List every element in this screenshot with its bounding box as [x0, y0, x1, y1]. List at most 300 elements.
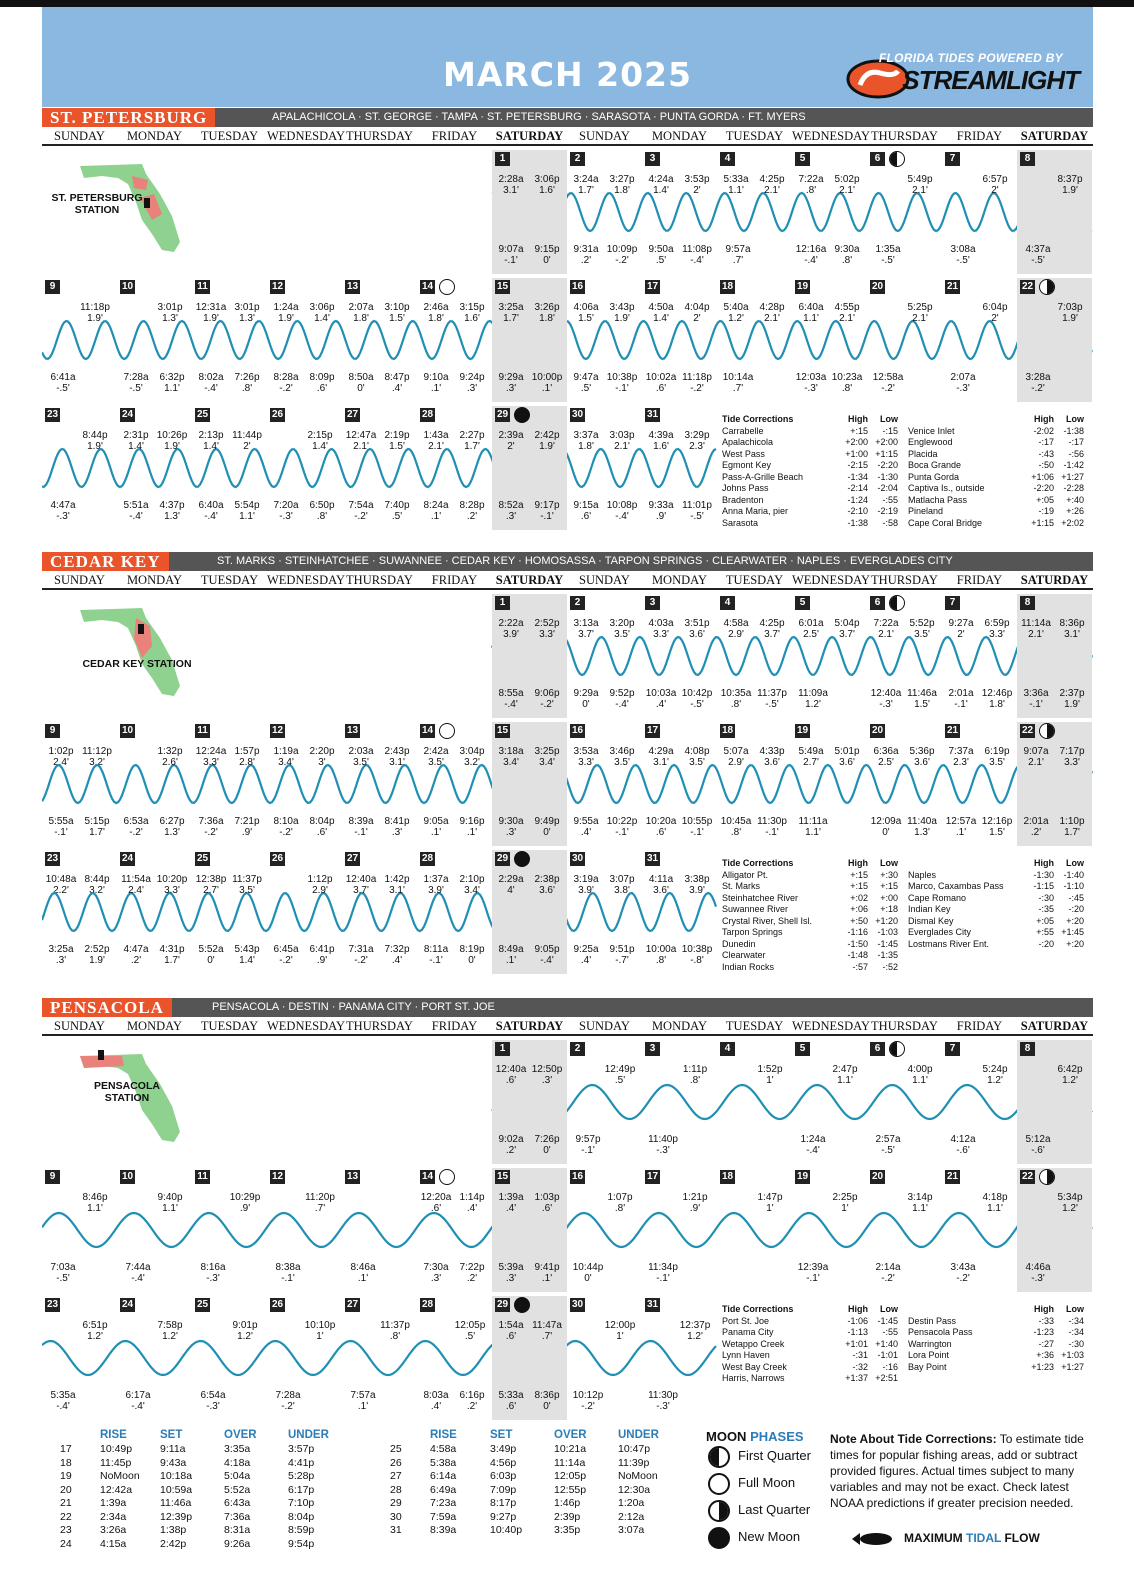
moon-phases-title: MOON PHASES	[706, 1429, 804, 1444]
first-quarter-moon-icon	[708, 1446, 730, 1468]
tide-height: -.2'	[354, 511, 368, 522]
tide-height: 2'	[991, 313, 999, 324]
new-moon-icon	[514, 407, 530, 423]
correction-row	[722, 437, 900, 449]
date-number: 17	[646, 281, 659, 292]
tide-time: 9:15a	[573, 500, 599, 511]
high-tide-label	[644, 618, 678, 640]
moon-times-table-right	[372, 1429, 672, 1587]
tide-time: 2:19p	[384, 430, 410, 441]
high-tide-label	[378, 1320, 412, 1342]
tide-time: 11:40p	[648, 1134, 678, 1145]
correction-high: -1:24	[847, 494, 868, 505]
high-tide-label	[1053, 302, 1087, 324]
tide-time: 3:04p	[459, 746, 485, 757]
day-name: SUNDAY	[579, 573, 630, 587]
tide-height: 1.7'	[1064, 827, 1080, 838]
date-number: 14	[421, 281, 434, 292]
tide-height: 1.4'	[128, 441, 144, 452]
correction-row	[722, 414, 900, 426]
correction-low: +:26	[1066, 506, 1084, 516]
tide-height: 3.3'	[989, 629, 1005, 640]
low-tide-label	[269, 944, 303, 966]
day-cell-31	[642, 850, 717, 974]
date-number: 1	[495, 1042, 510, 1056]
tide-height: -.2'	[1031, 383, 1045, 394]
low-tide-label	[569, 688, 603, 710]
high-tide-label	[794, 302, 828, 324]
tide-time: 10:20a	[645, 816, 677, 827]
tide-height: .4'	[430, 1401, 442, 1412]
tide-time: 6:53a	[123, 816, 149, 827]
tide-height: 2.3'	[689, 441, 705, 452]
correction-high: -1:50	[847, 938, 868, 949]
tide-time: 12:37p	[679, 1320, 711, 1331]
moon-time-cell: 7:59a	[430, 1510, 457, 1523]
tide-time: 6:54a	[200, 1390, 226, 1401]
tide-time: 6:36a	[873, 746, 899, 757]
tide-height: 1.7'	[503, 313, 519, 324]
tide-height: 1.5'	[389, 313, 405, 324]
day-cell-3	[642, 150, 717, 274]
tide-time: 1:24a	[273, 302, 299, 313]
tide-time: 9:07a	[498, 244, 524, 255]
correction-low: -:16	[882, 1361, 898, 1372]
date-number: 18	[721, 281, 734, 292]
correction-place: Pineland	[908, 506, 944, 516]
high-tide-label	[419, 430, 453, 452]
correction-low: -1:03	[877, 927, 898, 937]
high-tide-label	[644, 746, 678, 768]
tide-height: -.3'	[879, 699, 893, 710]
low-tide-label	[796, 816, 830, 838]
stpete-station-label: ST. PETERSBURG STATION	[51, 192, 143, 216]
date-number: 30	[571, 853, 584, 864]
tide-height: 1'	[316, 1331, 324, 1342]
tide-height: -.4'	[615, 511, 629, 522]
tide-time: 12:00p	[604, 1320, 636, 1331]
tide-time: 1:42p	[384, 874, 410, 885]
correction-low: +:30	[880, 869, 898, 880]
tide-height: 3.5'	[428, 757, 444, 768]
correction-low: Low	[1066, 414, 1084, 424]
day-cell-26	[267, 850, 342, 974]
low-tide-label	[905, 816, 939, 838]
tide-height: .9'	[655, 511, 667, 522]
tide-time: 4:39a	[648, 430, 674, 441]
correction-high: +1:06	[1031, 471, 1054, 482]
correction-high: +1:37	[845, 1373, 868, 1383]
high-tide-label	[603, 1192, 637, 1214]
day-cell-25	[192, 1296, 267, 1420]
correction-high: -1:15	[1033, 881, 1054, 891]
tide-time: 2:42a	[423, 746, 449, 757]
date-number: 11	[195, 724, 210, 738]
last-quarter-moon-icon	[1039, 279, 1055, 295]
day-cell-20	[867, 722, 942, 846]
tide-height: .7'	[732, 255, 744, 266]
correction-row	[908, 916, 1086, 928]
correction-high: High	[848, 858, 868, 868]
day-name: WEDNESDAY	[267, 1019, 346, 1033]
pensacola-station-name: PENSACOLA	[42, 998, 172, 1017]
low-tide-label	[269, 500, 303, 522]
day-cell-17	[642, 278, 717, 402]
day-cell-22	[1017, 1168, 1092, 1292]
moon-time-cell: 26	[390, 1456, 402, 1469]
date-number: 1	[495, 596, 510, 610]
tide-height: 1.2'	[87, 1331, 103, 1342]
tide-time: 4:18p	[982, 1192, 1008, 1203]
tide-time: 11:37p	[757, 688, 787, 699]
day-name: TUESDAY	[200, 129, 259, 143]
correction-low: +1:27	[1061, 1361, 1084, 1372]
moon-time-cell: 9:27p	[490, 1510, 517, 1523]
moon-time-cell: 10:18a	[160, 1470, 193, 1482]
correction-place: Lora Point	[908, 1350, 950, 1360]
low-tide-label	[869, 688, 903, 710]
high-tide-label	[269, 746, 303, 768]
tide-time: 4:50a	[648, 302, 674, 313]
low-tide-label	[530, 244, 564, 266]
moon-time-cell: 4:15a	[100, 1537, 127, 1550]
day-name: SUNDAY	[54, 129, 105, 143]
tide-height: 1.9'	[539, 441, 555, 452]
tide-time: 1:54a	[498, 1320, 524, 1331]
tide-time: 9:50a	[648, 244, 674, 255]
high-tide-label	[419, 874, 453, 896]
tide-time: 3:25p	[534, 746, 560, 757]
last-quarter-moon-icon	[1039, 1169, 1055, 1185]
tide-height: .4'	[391, 955, 403, 966]
tide-height: -.2'	[615, 255, 629, 266]
tide-height: 1'	[841, 1203, 849, 1214]
tide-time: 11:11a	[798, 816, 828, 827]
tide-height: .6'	[655, 383, 667, 394]
low-tide-label	[680, 372, 714, 394]
day-name: FRIDAY	[431, 1019, 478, 1033]
tide-height: 1.5'	[914, 699, 930, 710]
tide-time: 4:33p	[759, 746, 785, 757]
tide-time: 3:18a	[498, 746, 524, 757]
moon-time-cell: 8:59p	[288, 1524, 315, 1536]
low-tide-label	[605, 372, 639, 394]
tide-height: -.3'	[656, 1145, 670, 1156]
correction-high: High	[848, 1304, 868, 1314]
tide-time: 11:18p	[80, 302, 110, 313]
moon-time-cell: 8:04p	[288, 1510, 315, 1523]
tide-time: 5:54p	[234, 500, 260, 511]
tide-time: 5:52a	[198, 944, 224, 955]
correction-high: +1:15	[1031, 517, 1054, 528]
low-tide-label	[155, 944, 189, 966]
pensacola-week-2	[42, 1168, 1093, 1292]
correction-high: -:20	[1038, 938, 1054, 949]
date-number: 6	[870, 152, 885, 166]
high-tide-label	[644, 174, 678, 196]
correction-place: Punta Gorda	[908, 471, 960, 482]
moon-time-cell: 8:39a	[430, 1524, 457, 1536]
correction-place: Lynn Haven	[722, 1350, 770, 1360]
tide-time: 1:14p	[459, 1192, 485, 1203]
date-number: 31	[646, 853, 659, 864]
moon-time-cell: 27	[390, 1470, 402, 1482]
stpete-corrections-left	[722, 414, 900, 529]
tide-time: 12:20a	[420, 1192, 452, 1203]
correction-row	[908, 1350, 1086, 1362]
low-tide-label	[494, 816, 528, 838]
tide-height: -.7'	[615, 955, 629, 966]
new-moon-key: New Moon	[706, 1525, 836, 1552]
date-number: 6	[870, 596, 885, 610]
tide-time: 6:45a	[273, 944, 299, 955]
tide-time: 11:46a	[907, 688, 937, 699]
low-tide-label	[1021, 244, 1055, 266]
day-cell-29	[492, 1296, 567, 1420]
date-number: 24	[121, 853, 134, 864]
correction-row	[722, 870, 900, 882]
moon-col-header: UNDER	[288, 1429, 329, 1441]
low-tide-label	[346, 1390, 380, 1412]
tide-height: 1.8'	[428, 313, 444, 324]
moon-time-cell: NoMoon	[618, 1470, 658, 1482]
tide-time: 2:28a	[498, 174, 524, 185]
high-tide-label	[530, 1192, 564, 1214]
day-cell-25	[192, 406, 267, 530]
high-tide-label	[1055, 746, 1089, 768]
low-tide-label	[569, 500, 603, 522]
high-tide-label	[344, 430, 378, 452]
date-number: 13	[346, 281, 359, 292]
tide-height: -.1'	[429, 955, 443, 966]
tide-time: 9:05p	[534, 944, 560, 955]
correction-low: +1:40	[875, 1338, 898, 1349]
high-tide-label	[303, 430, 337, 452]
moon-time-cell: 23	[60, 1524, 72, 1536]
tide-height: 1.9'	[1064, 699, 1080, 710]
date-number: 26	[271, 1299, 284, 1310]
low-tide-label	[455, 944, 489, 966]
tide-time: 1:52p	[757, 1064, 783, 1075]
correction-row	[908, 414, 1086, 426]
streamlight-logo-icon	[846, 59, 910, 99]
correction-place: Naples	[908, 869, 937, 880]
high-tide-label	[419, 1192, 453, 1214]
correction-high: -1:48	[847, 950, 868, 960]
tide-time: 8:49a	[498, 944, 524, 955]
tide-height: .8'	[241, 383, 253, 394]
high-tide-label	[719, 618, 753, 640]
high-tide-label	[680, 874, 714, 896]
day-cell-6	[867, 1040, 942, 1164]
correction-place: Alligator Pt.	[722, 869, 769, 880]
tide-time: 3:25a	[48, 944, 74, 955]
correction-place: Clearwater	[722, 950, 766, 960]
tide-height: -.5'	[1031, 255, 1045, 266]
day-name: SUNDAY	[54, 1019, 105, 1033]
high-tide-label	[755, 746, 789, 768]
tide-time: 2:27p	[459, 430, 485, 441]
tide-height: .1'	[357, 1273, 369, 1284]
tide-height: 2'	[693, 185, 701, 196]
low-tide-label	[530, 944, 564, 966]
tide-time: 10:55p	[681, 816, 713, 827]
low-tide-label	[346, 1262, 380, 1284]
tide-height: 2.3'	[953, 757, 969, 768]
tide-height: .8'	[655, 955, 667, 966]
day-cell-15	[492, 1168, 567, 1292]
tide-time: 3:20p	[609, 618, 635, 629]
moon-col-header: OVER	[554, 1429, 587, 1441]
tide-time: 1:57p	[234, 746, 260, 757]
tide-time: 7:03p	[1057, 302, 1083, 313]
low-tide-label	[755, 816, 789, 838]
correction-high: +1:01	[845, 1338, 868, 1349]
low-tide-label	[194, 372, 228, 394]
tide-time: 8:03a	[423, 1390, 449, 1401]
high-tide-label	[719, 174, 753, 196]
new-moon-icon	[514, 851, 530, 867]
day-cell-6	[867, 594, 942, 718]
high-tide-label	[453, 1320, 487, 1342]
date-number: 15	[496, 1171, 509, 1182]
full-moon-icon	[708, 1473, 730, 1495]
high-tide-label	[569, 302, 603, 324]
tide-height: .5'	[391, 511, 403, 522]
correction-low: +1:15	[875, 448, 898, 459]
day-cell-8	[1017, 1040, 1092, 1164]
tide-height: .6'	[580, 511, 592, 522]
tide-height: 2.6'	[162, 757, 178, 768]
tide-height: .4'	[580, 955, 592, 966]
correction-row	[908, 426, 1086, 438]
tide-height: .6'	[316, 827, 328, 838]
tide-time: 1:47p	[757, 1192, 783, 1203]
tide-time: 4:31p	[159, 944, 185, 955]
moon-time-cell: 8:17p	[490, 1497, 517, 1509]
moon-time-cell: 11:14a	[554, 1456, 586, 1469]
day-name: SUNDAY	[54, 573, 105, 587]
low-tide-label	[455, 1262, 489, 1284]
day-name: SUNDAY	[579, 129, 630, 143]
tide-time: 7:58p	[157, 1320, 183, 1331]
tide-height: 2.1'	[1028, 629, 1044, 640]
low-tide-label	[871, 1134, 905, 1156]
moon-time-cell: 12:42a	[100, 1483, 133, 1496]
tide-time: 3:46p	[609, 746, 635, 757]
date-number: 6	[870, 1042, 885, 1056]
tide-height: 0'	[584, 1273, 592, 1284]
pensacola-title-bar	[42, 998, 1093, 1017]
low-tide-label	[119, 500, 153, 522]
high-tide-label	[569, 618, 603, 640]
correction-row	[722, 506, 900, 518]
correction-low: -:34	[1068, 1327, 1084, 1337]
tide-height: 0'	[582, 699, 590, 710]
tide-height: 2.1'	[428, 441, 444, 452]
moon-time-cell: 9:54p	[288, 1537, 315, 1550]
tide-time: 10:02a	[645, 372, 677, 383]
tide-time: 9:40p	[157, 1192, 183, 1203]
tide-height: 3.4'	[503, 757, 519, 768]
tide-time: 9:33a	[648, 500, 674, 511]
low-tide-label	[869, 816, 903, 838]
tide-time: 4:04p	[684, 302, 710, 313]
tide-time: 11:37p	[380, 1320, 410, 1331]
date-number: 29	[496, 409, 509, 420]
correction-high: High	[848, 414, 868, 424]
tide-height: -.5'	[56, 383, 70, 394]
tide-height: 2.1'	[878, 629, 894, 640]
tide-height: 3.3'	[578, 757, 594, 768]
tide-height: 1.4'	[653, 313, 669, 324]
day-cell-27	[342, 850, 417, 974]
day-cell-16	[567, 722, 642, 846]
day-name: WEDNESDAY	[792, 129, 871, 143]
page-title: MARCH 2025	[443, 55, 692, 94]
moon-time-cell: 3:49p	[490, 1443, 517, 1455]
tide-height: .3'	[541, 1075, 553, 1086]
tide-time: 11:18p	[682, 372, 712, 383]
low-tide-label	[830, 372, 864, 394]
tide-height: -.5'	[129, 383, 143, 394]
tide-height: .8'	[805, 185, 817, 196]
tide-height: 1.9'	[164, 441, 180, 452]
tide-height: .1'	[430, 827, 442, 838]
day-name: MONDAY	[651, 573, 708, 587]
tide-time: 4:12a	[950, 1134, 976, 1145]
tide-height: 1.1'	[912, 1203, 928, 1214]
tide-height: 1.3'	[162, 313, 178, 324]
high-tide-label	[605, 746, 639, 768]
correction-low: -:55	[882, 1327, 898, 1337]
low-tide-label	[230, 372, 264, 394]
tide-time: 2:01a	[1023, 816, 1049, 827]
tide-height: 3.5'	[614, 757, 630, 768]
tide-height: 1.9'	[1062, 185, 1078, 196]
tide-height: 1.8'	[989, 699, 1005, 710]
low-tide-label	[796, 1262, 830, 1284]
tide-time: 7:21p	[234, 816, 260, 827]
tide-time: 1:12p	[307, 874, 333, 885]
tide-time: 8:02a	[198, 372, 224, 383]
correction-high: +1:00	[845, 448, 868, 459]
high-tide-label	[153, 1192, 187, 1214]
tide-time: 10:45a	[720, 816, 752, 827]
tide-time: 4:11a	[648, 874, 674, 885]
tide-time: 12:16p	[981, 816, 1013, 827]
tide-height: 1.3'	[239, 313, 255, 324]
tide-time: 6:16p	[459, 1390, 485, 1401]
day-cell-7	[942, 1040, 1017, 1164]
moon-time-cell: 6:17p	[288, 1483, 315, 1496]
day-name: WEDNESDAY	[792, 1019, 871, 1033]
correction-row	[722, 1316, 900, 1328]
tide-height: .8'	[730, 699, 742, 710]
correction-place: Placida	[908, 448, 938, 459]
tide-height: 2'	[243, 441, 251, 452]
tide-height: 3.2'	[464, 757, 480, 768]
tide-time: 10:09p	[606, 244, 638, 255]
correction-high: -1:38	[847, 517, 868, 528]
day-name: TUESDAY	[200, 573, 259, 587]
tide-time: 4:25p	[759, 174, 785, 185]
tide-time: 9:05a	[423, 816, 449, 827]
correction-low: -1:01	[877, 1350, 898, 1360]
tide-time: 2:47p	[832, 1064, 858, 1075]
correction-low: +:18	[880, 904, 898, 914]
low-tide-label	[494, 1390, 528, 1412]
